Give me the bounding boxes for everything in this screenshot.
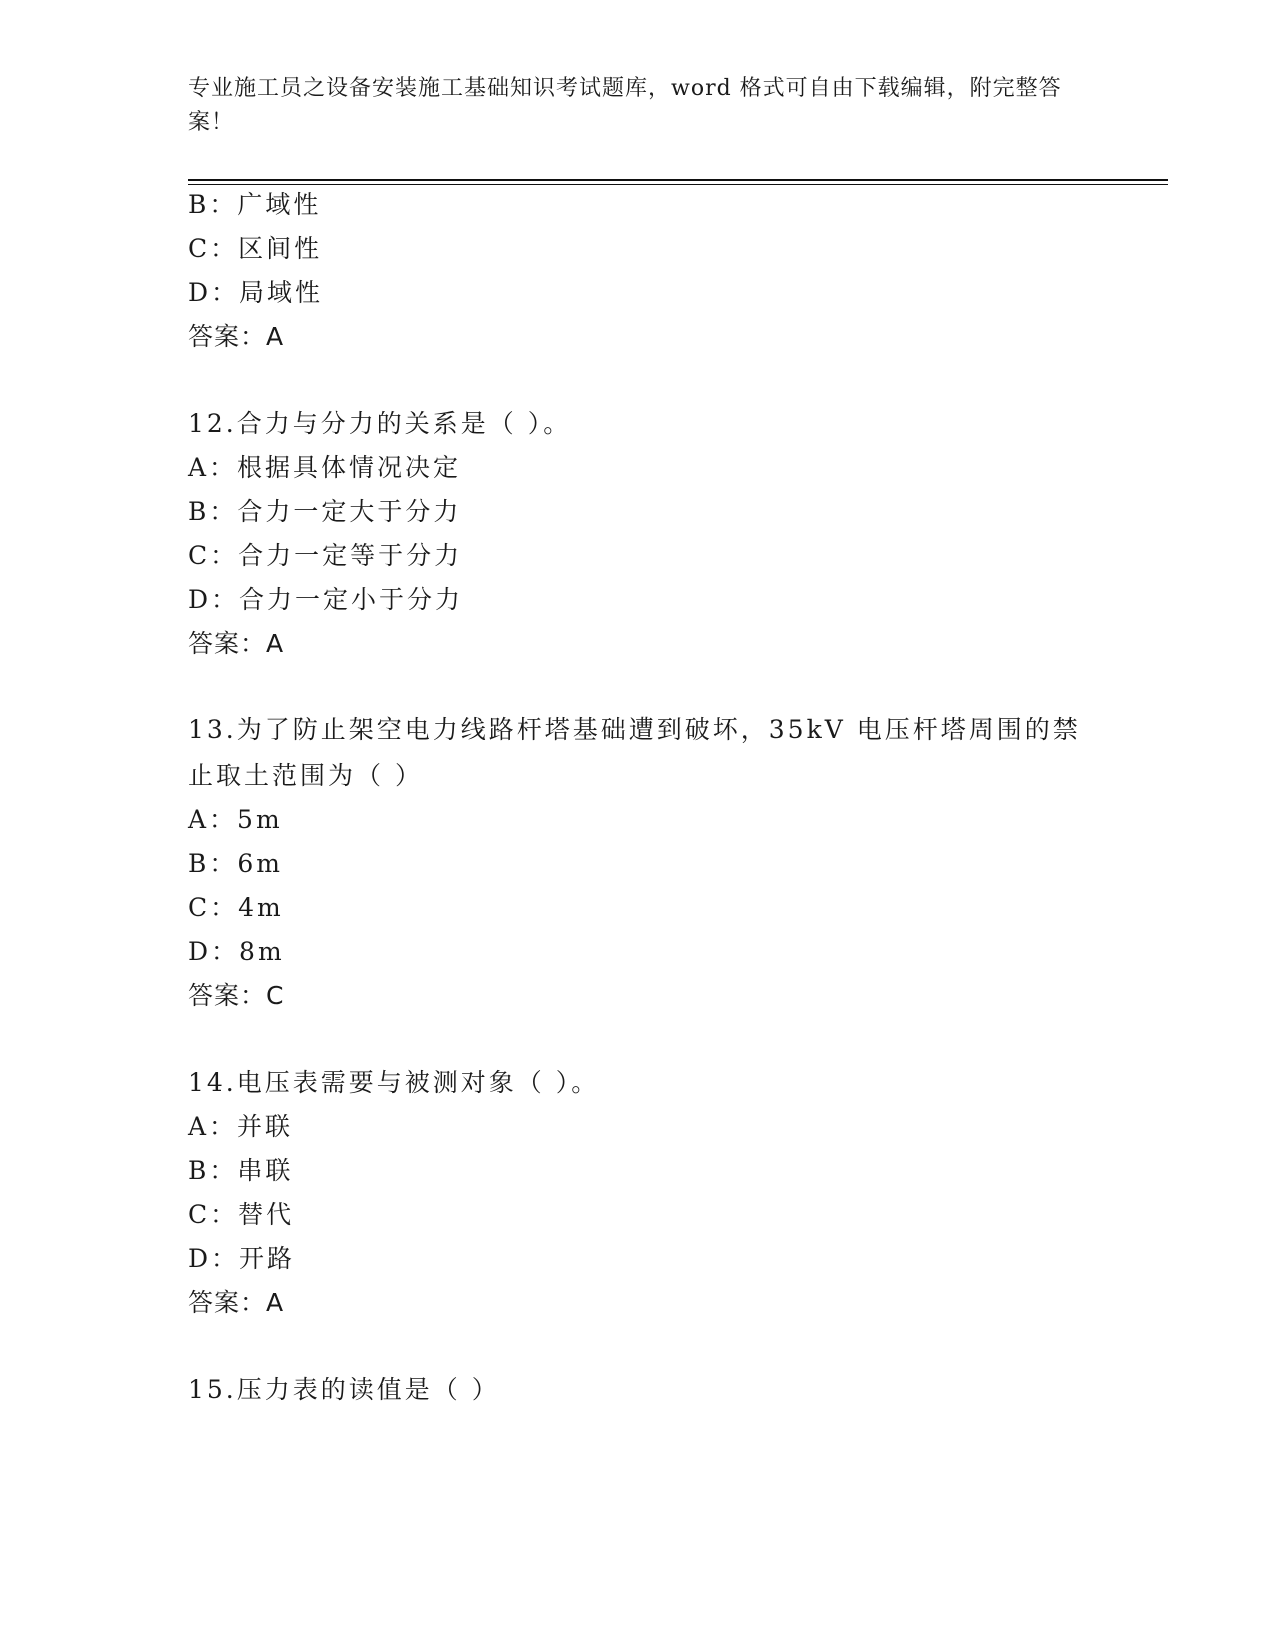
q12-stem: 12.合力与分力的关系是（ ）。 — [188, 409, 572, 438]
q12-option-d: D：合力一定小于分力 — [188, 585, 464, 614]
q13-stem: 13.为了防止架空电力线路杆塔基础遭到破坏，35kV 电压杆塔周围的禁止取土范围为（ ） — [188, 715, 1081, 790]
q12-option-b: B：合力一定大于分力 — [188, 497, 462, 526]
q12-answer: 答案：A — [188, 629, 285, 658]
q14-stem: 14.电压表需要与被测对象（ ）。 — [188, 1068, 600, 1097]
q12-option-a: A：根据具体情况决定 — [188, 453, 462, 482]
q11-answer: 答案：A — [188, 322, 285, 351]
document-header: 专业施工员之设备安装施工基础知识考试题库，word 格式可自由下载编辑，附完整答案！ — [188, 76, 1062, 135]
q14-option-b: B：串联 — [188, 1156, 294, 1185]
q11-option-c: C：区间性 — [188, 234, 323, 263]
q13-option-c: C：4m — [188, 893, 284, 922]
q13-option-a: A：5m — [188, 805, 283, 834]
q13-option-b: B：6m — [188, 849, 283, 878]
q15-stem: 15.压力表的读值是（ ） — [188, 1375, 500, 1404]
header-divider-thick — [188, 179, 1168, 181]
q14-option-a: A：并联 — [188, 1112, 294, 1141]
q11-option-b: B：广域性 — [188, 190, 322, 219]
q14-option-c: C：替代 — [188, 1200, 295, 1229]
q14-answer: 答案：A — [188, 1288, 285, 1317]
q14-option-d: D：开路 — [188, 1244, 296, 1273]
q13-answer: 答案：C — [188, 981, 285, 1010]
q11-option-d: D：局域性 — [188, 278, 324, 307]
q12-option-c: C：合力一定等于分力 — [188, 541, 463, 570]
q13-option-d: D：8m — [188, 937, 285, 966]
header-divider-thin — [188, 184, 1168, 185]
